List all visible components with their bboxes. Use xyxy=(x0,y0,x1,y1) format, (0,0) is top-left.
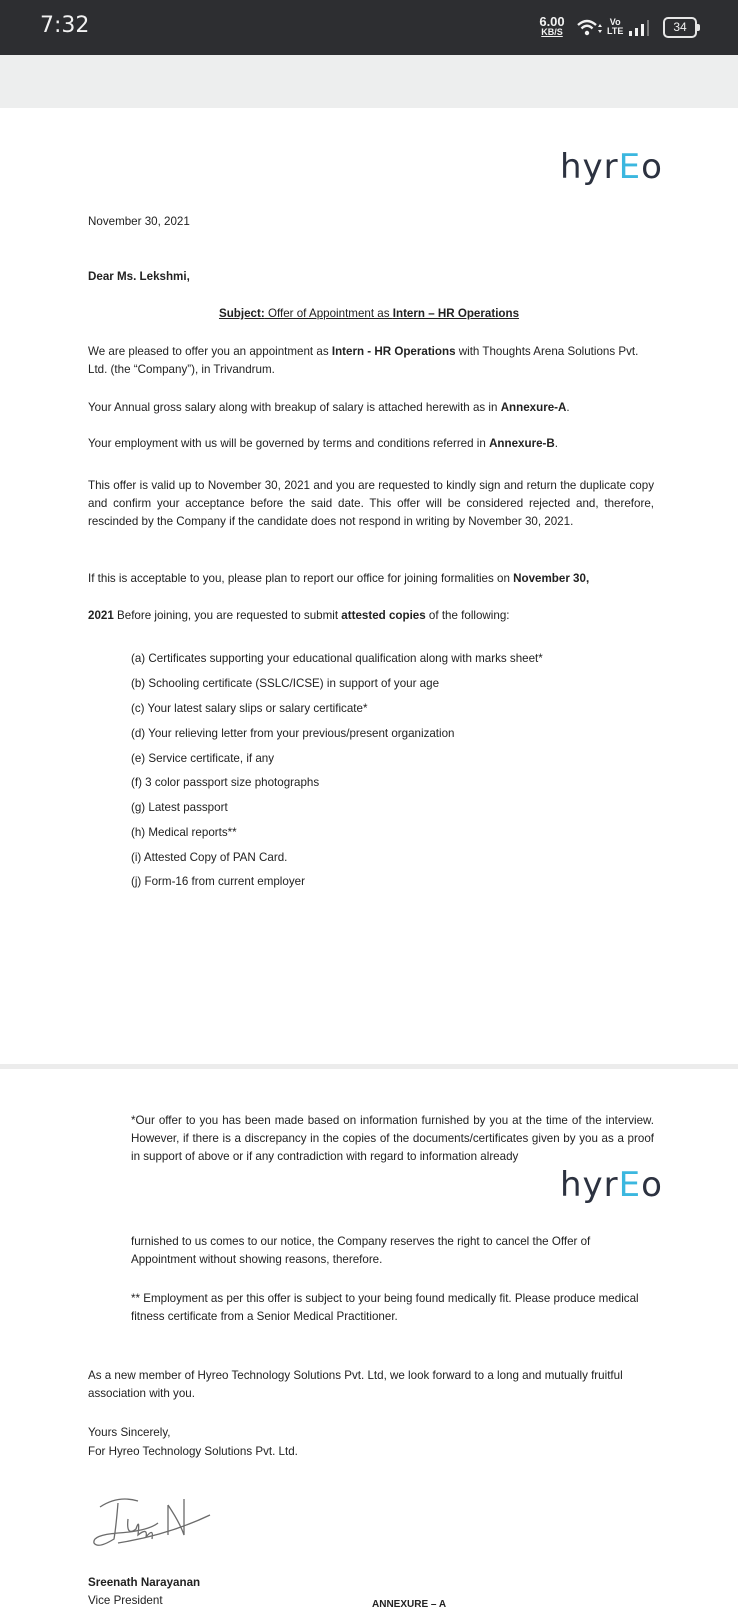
volte-bottom: LTE xyxy=(607,26,624,36)
list-item: (b) Schooling certificate (SSLC/ICSE) in support of your age xyxy=(131,677,440,690)
volte-icon xyxy=(607,18,623,36)
salutation: Dear Ms. Lekshmi, xyxy=(88,270,190,283)
list-item: (a) Certificates supporting your educational qualification along with marks sheet* xyxy=(131,652,543,665)
footnote-medical: ** Employment as per this offer is subject to your being found medically fit. Please produce medical fitness certificate from a Senior Medical Practitioner. xyxy=(131,1292,639,1323)
signatory-title: Vice President xyxy=(88,1594,163,1607)
hyreo-logo: hyrEo xyxy=(560,1165,663,1205)
paragraph-documents-intro: 2021 Before joining, you are requested to submit attested copies of the following: xyxy=(88,609,510,622)
list-item: (j) Form-16 from current employer xyxy=(131,875,305,888)
status-bar xyxy=(0,0,738,55)
list-item: (h) Medical reports** xyxy=(131,826,237,839)
document-page-1 xyxy=(0,108,738,1064)
letter-date: November 30, 2021 xyxy=(88,215,190,228)
status-time: 7:32 xyxy=(40,13,90,38)
hyreo-logo: hyrEo xyxy=(560,147,663,187)
paragraph-joining: If this is acceptable to you, please plan to report our office for joining formalities on November 30, xyxy=(88,572,590,585)
list-item: (e) Service certificate, if any xyxy=(131,752,275,765)
list-item: (d) Your relieving letter from your previous/present organization xyxy=(131,727,455,740)
closing-line: Yours Sincerely, xyxy=(88,1426,171,1439)
subject-line: Subject: Offer of Appointment as Intern – HR Operations xyxy=(218,307,520,320)
wifi-icon xyxy=(576,18,602,38)
paragraph-offer: We are pleased to offer you an appointment as Intern - HR Operations with Thoughts Arena Solutions Pvt. Ltd. (the “Company”), in Trivandrum. xyxy=(88,345,639,376)
volte-top: Vo xyxy=(609,17,621,27)
signatory-name: Sreenath Narayanan xyxy=(88,1576,201,1589)
list-item: (i) Attested Copy of PAN Card. xyxy=(131,851,288,864)
list-item: (g) Latest passport xyxy=(131,801,228,814)
network-speed xyxy=(536,15,568,37)
paragraph-terms: Your employment with us will be governed by terms and conditions referred in Annexure-B. xyxy=(88,437,559,450)
closing-paragraph: As a new member of Hyreo Technology Solutions Pvt. Ltd, we look forward to a long and mutually fruitful association with you. xyxy=(88,1369,623,1400)
annexure-heading: ANNEXURE – A xyxy=(372,1599,447,1610)
list-item: (f) 3 color passport size photographs xyxy=(131,776,320,789)
signature-image xyxy=(88,1487,218,1567)
paragraph-salary: Your Annual gross salary along with breakup of salary is attached herewith as in Annexure-A. xyxy=(88,401,570,414)
list-item: (c) Your latest salary slips or salary certificate* xyxy=(131,702,368,715)
viewer-toolbar-area xyxy=(0,55,738,108)
battery-icon: 34 xyxy=(663,17,697,38)
paragraph-validity: This offer is valid up to November 30, 2021 and you are requested to kindly sign and return the duplicate copy and confirm your acceptance before the said date. This offer will be considered rejected and, therefore, rescinded by the Company if the candidate does not respond in writing by November 30, 2021. xyxy=(88,479,654,528)
footnote-verification-part2: furnished to us comes to our notice, the Company reserves the right to cancel the Offer of Appointment without showing reasons, therefore. xyxy=(131,1235,591,1266)
network-speed-unit: KB/S xyxy=(541,27,563,37)
closing-company: For Hyreo Technology Solutions Pvt. Ltd. xyxy=(88,1445,298,1458)
footnote-verification-part1: *Our offer to you has been made based on information furnished by you at the time of the interview. However, if there is a discrepancy in the copies of the documents/certificates given by you as a proof in support of above or if any contradiction with regard to information already xyxy=(131,1114,654,1163)
network-speed-value: 6.00 xyxy=(539,14,565,29)
signal-icon xyxy=(628,20,650,38)
